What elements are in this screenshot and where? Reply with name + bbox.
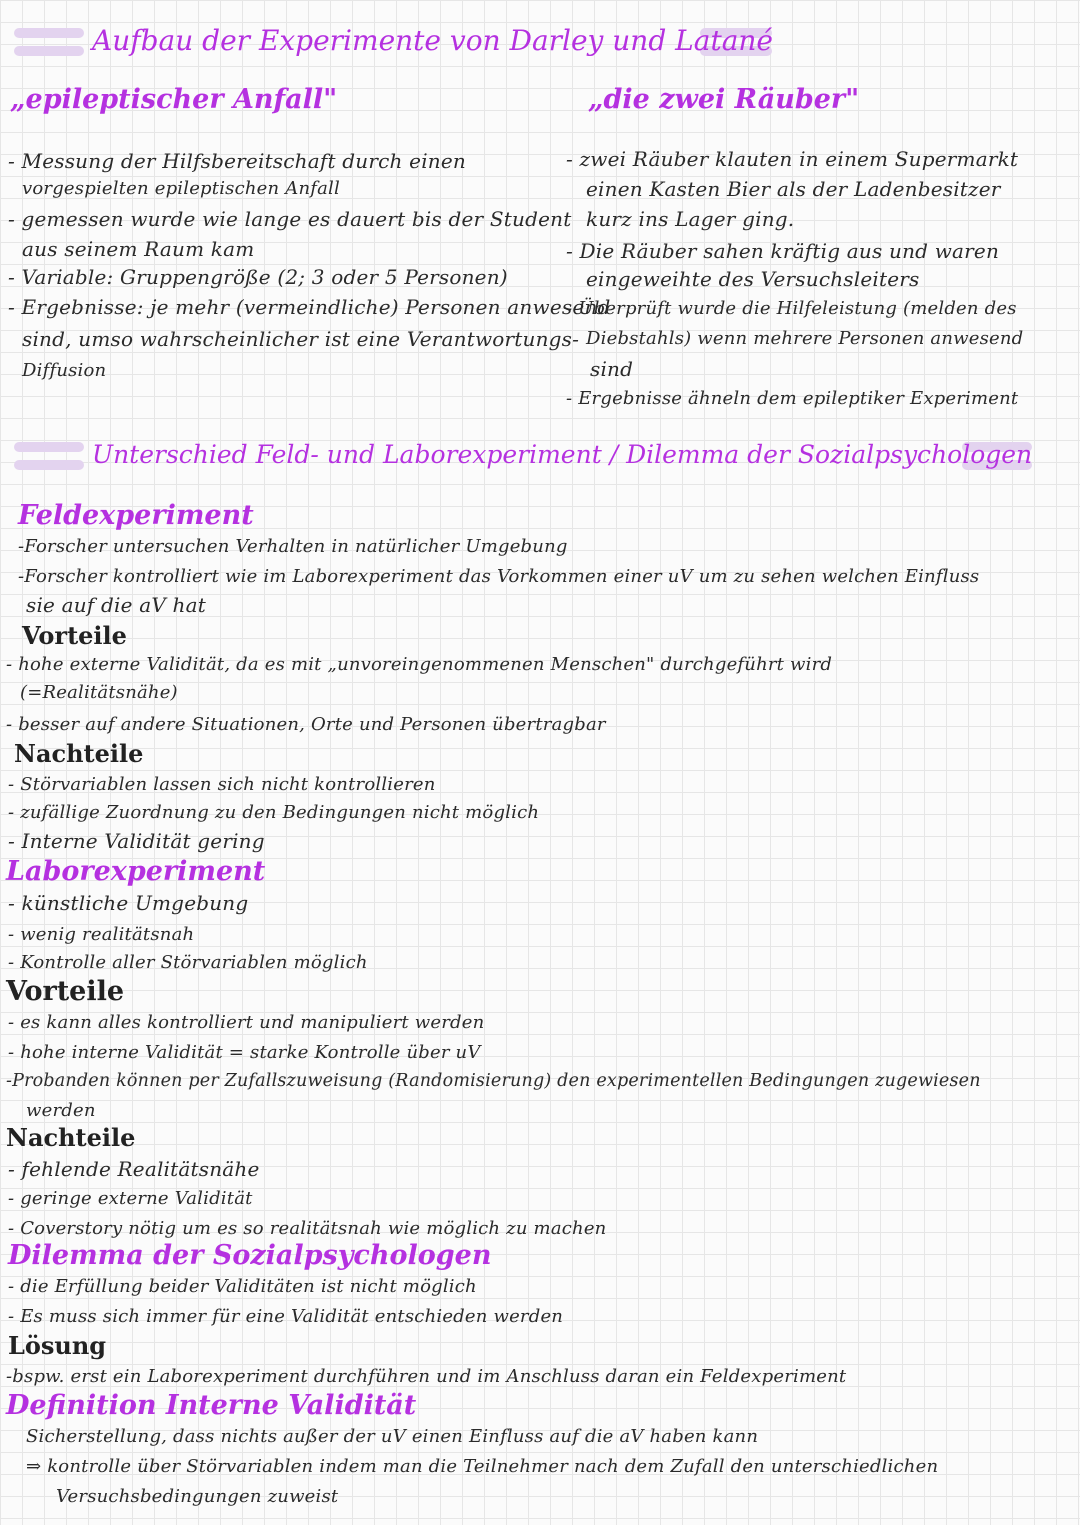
lab-line-3: - Kontrolle aller Störvariablen möglich <box>8 952 368 973</box>
solution-line-1: -bspw. erst ein Laborexperiment durchführen und im Anschluss daran ein Feldexperiment <box>6 1366 847 1387</box>
field-pros-line-2: (=Realitätsnähe) <box>20 682 178 703</box>
field-line-3: sie auf die aV hat <box>26 593 206 617</box>
lab-cons-line-1: - fehlende Realitätsnähe <box>8 1157 260 1181</box>
field-pros-heading: Vorteile <box>22 621 127 650</box>
field-line-1: -Forscher untersuchen Verhalten in natürlicher Umgebung <box>18 536 568 557</box>
solution-heading: Lösung <box>8 1331 107 1360</box>
field-line-2: -Forscher kontrolliert wie im Laborexperiment das Vorkommen einer uV um zu sehen welchen Einfluss <box>18 566 980 587</box>
definition-line-1: Sicherstellung, dass nichts außer der uV einen Einfluss auf die aV haben kann <box>26 1426 759 1447</box>
epi-line-3: - gemessen wurde wie lange es dauert bis der Student <box>8 207 572 231</box>
robbers-line-6: - Überprüft wurde die Hilfeleistung (melden des <box>566 298 1017 319</box>
robbers-line-3: kurz ins Lager ging. <box>586 207 795 231</box>
lab-pros-line-4: werden <box>26 1100 96 1121</box>
field-cons-line-1: - Störvariablen lassen sich nicht kontrollieren <box>8 774 436 795</box>
lab-line-1: - künstliche Umgebung <box>8 891 249 915</box>
lab-pros-line-3: -Probanden können per Zufallszuweisung (Randomisierung) den experimentellen Bedingungen zugewiesen <box>6 1071 981 1091</box>
page-title: Aufbau der Experimente von Darley und Latané <box>92 24 773 57</box>
robbers-heading: „die zwei Räuber" <box>588 84 860 115</box>
field-cons-line-2: - zufällige Zuordnung zu den Bedingungen nicht möglich <box>8 802 540 823</box>
epi-line-1: - Messung der Hilfsbereitschaft durch einen <box>8 149 466 173</box>
robbers-line-7: Diebstahls) wenn mehrere Personen anwesend <box>586 328 1024 349</box>
epi-line-5: - Variable: Gruppengröße (2; 3 oder 5 Personen) <box>8 265 508 289</box>
lab-pros-line-1: - es kann alles kontrolliert und manipuliert werden <box>8 1012 485 1033</box>
lab-cons-heading: Nachteile <box>6 1123 136 1152</box>
robbers-line-8: sind <box>590 357 634 381</box>
epi-line-6: - Ergebnisse: je mehr (vermeindliche) Personen anwesend <box>8 295 611 319</box>
field-cons-line-3: - Interne Validität gering <box>8 829 265 853</box>
epi-line-7: sind, umso wahrscheinlicher ist eine Verantwortungs- <box>22 327 580 351</box>
robbers-line-9: - Ergebnisse ähneln dem epileptiker Experiment <box>566 388 1019 409</box>
title-highlight-left-1 <box>14 28 84 38</box>
lab-pros-line-2: - hohe interne Validität = starke Kontrolle über uV <box>8 1042 481 1063</box>
lab-cons-line-2: - geringe externe Validität <box>8 1188 253 1209</box>
title-highlight-left-2 <box>14 46 84 56</box>
definition-line-3: Versuchsbedingungen zuweist <box>56 1486 339 1507</box>
robbers-line-1: - zwei Räuber klauten in einem Supermarkt <box>566 147 1019 171</box>
section2-title: Unterschied Feld- und Laborexperiment / Dilemma der Sozialpsychologen <box>92 440 1033 469</box>
lab-heading: Laborexperiment <box>6 856 266 887</box>
lab-cons-line-3: - Coverstory nötig um es so realitätsnah wie möglich zu machen <box>8 1218 607 1239</box>
definition-heading: Definition Interne Validität <box>6 1390 417 1421</box>
lab-line-2: - wenig realitätsnah <box>8 924 195 945</box>
epi-line-4: aus seinem Raum kam <box>22 237 255 261</box>
robbers-line-2: einen Kasten Bier als der Ladenbesitzer <box>586 177 1001 201</box>
field-heading: Feldexperiment <box>18 500 254 531</box>
dilemma-line-1: - die Erfüllung beider Validitäten ist nicht möglich <box>8 1276 477 1297</box>
dilemma-line-2: - Es muss sich immer für eine Validität entschieden werden <box>8 1306 564 1327</box>
epi-line-2: vorgespielten epileptischen Anfall <box>22 178 340 199</box>
section2-highlight-left-1 <box>14 442 84 452</box>
epi-heading: „epileptischer Anfall" <box>10 84 338 115</box>
field-pros-line-1: - hohe externe Validität, da es mit „unvoreingenommenen Menschen" durchgeführt wird <box>6 654 833 675</box>
definition-line-2: ⇒ kontrolle über Störvariablen indem man die Teilnehmer nach dem Zufall den unterschiedlichen <box>26 1456 939 1477</box>
section2-highlight-left-2 <box>14 460 84 470</box>
epi-line-8: Diffusion <box>22 360 107 381</box>
robbers-line-5: eingeweihte des Versuchsleiters <box>586 267 920 291</box>
robbers-line-4: - Die Räuber sahen kräftig aus und waren <box>566 239 1000 263</box>
field-cons-heading: Nachteile <box>14 739 144 768</box>
field-pros-line-3: - besser auf andere Situationen, Orte und Personen übertragbar <box>6 714 606 735</box>
dilemma-heading: Dilemma der Sozialpsychologen <box>8 1240 492 1271</box>
lab-pros-heading: Vorteile <box>6 976 125 1007</box>
